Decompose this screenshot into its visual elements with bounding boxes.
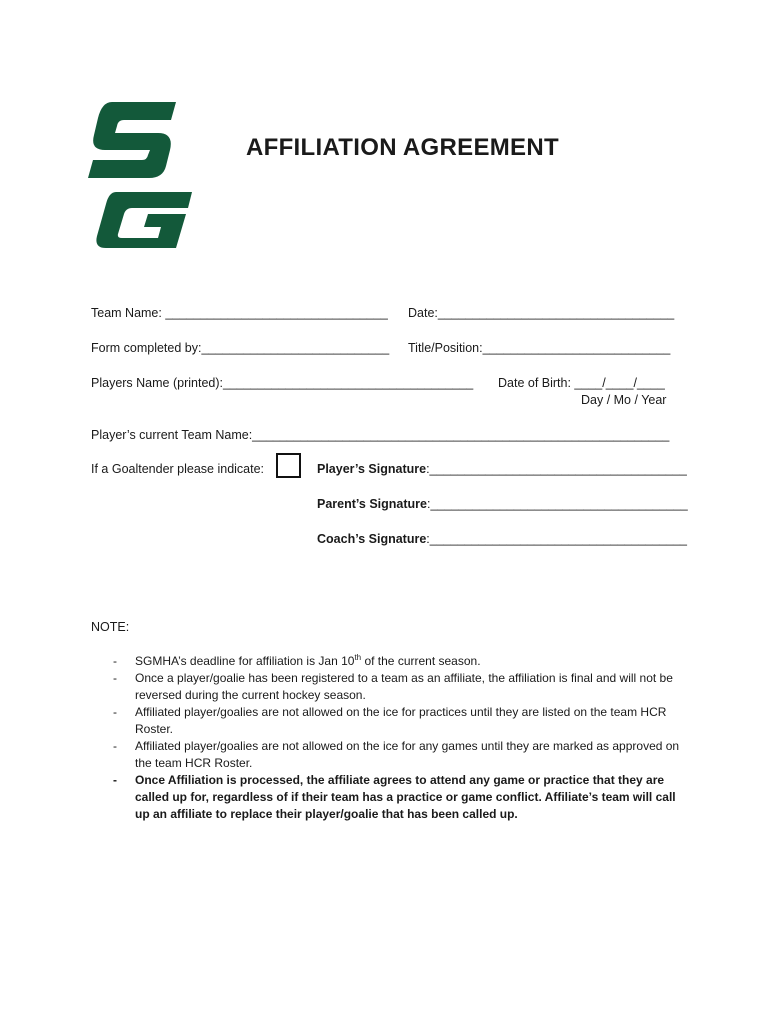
list-item [91,704,691,738]
goaltender-label: If a Goaltender please indicate: [91,462,265,476]
bullet-dash: - [113,705,117,719]
list-item [91,738,691,772]
list-item [91,772,691,823]
note-item-1-sup: th [354,653,362,662]
parent-signature-line: :_____________________________________ [427,497,688,511]
player-signature-label: Player’s Signature [317,462,427,476]
list-item [91,653,691,670]
note-list [91,653,691,823]
team-name-field[interactable]: Team Name: ________________________________ [91,306,388,320]
parent-signature-label: Parent’s Signature [317,497,427,511]
note-item-1-text-end: of the current season. [361,654,481,668]
note-heading: NOTE: [91,620,130,634]
note-item-2-text: Once a player/goalie has been registered to a team as an affiliate, the affiliation is final and will not be reversed during the current hockey season. [135,671,673,702]
note-item-5-text: Once Affiliation is processed, the affiliate agrees to attend any game or practice that they are called up for, regardless of if their team has a practice or game conflict. Affiliate’s team will call up an affiliate to replace their player/goalie that has been called up. [135,773,676,821]
goaltender-checkbox[interactable] [276,453,301,478]
bullet-dash: - [113,671,117,685]
note-item-4-text: Affiliated player/goalies are not allowed on the ice for any games until they are marked as approved on the team HCR Roster. [135,739,680,770]
player-signature-field[interactable] [317,462,687,476]
current-team-field[interactable]: Player’s current Team Name:____________________________________________________________ [91,428,670,442]
bullet-dash: - [113,773,117,787]
title-position-field[interactable]: Title/Position:___________________________ [408,341,671,355]
coach-signature-line: :_____________________________________ [426,532,687,546]
form-completed-by-field[interactable]: Form completed by:___________________________ [91,341,390,355]
bullet-dash: - [113,739,117,753]
bullet-dash: - [113,654,117,668]
date-field[interactable]: Date:__________________________________ [408,306,675,320]
parent-signature-field[interactable] [317,497,688,511]
date-of-birth-field[interactable]: Date of Birth: ____/____/____ [498,376,665,390]
note-item-3-text: Affiliated player/goalies are not allowed on the ice for practices until they are listed on the team HCR Roster. [135,705,667,736]
page-title: AFFILIATION AGREEMENT [246,134,559,161]
coach-signature-field[interactable] [317,532,687,546]
sg-logo [84,100,204,250]
player-signature-line: :_____________________________________ [426,462,687,476]
dob-format-hint: Day / Mo / Year [581,393,667,407]
coach-signature-label: Coach’s Signature [317,532,427,546]
note-item-1-text: SGMHA’s deadline for affiliation is Jan 10 [135,654,355,668]
players-name-field[interactable]: Players Name (printed):____________________________________ [91,376,474,390]
list-item [91,670,691,704]
